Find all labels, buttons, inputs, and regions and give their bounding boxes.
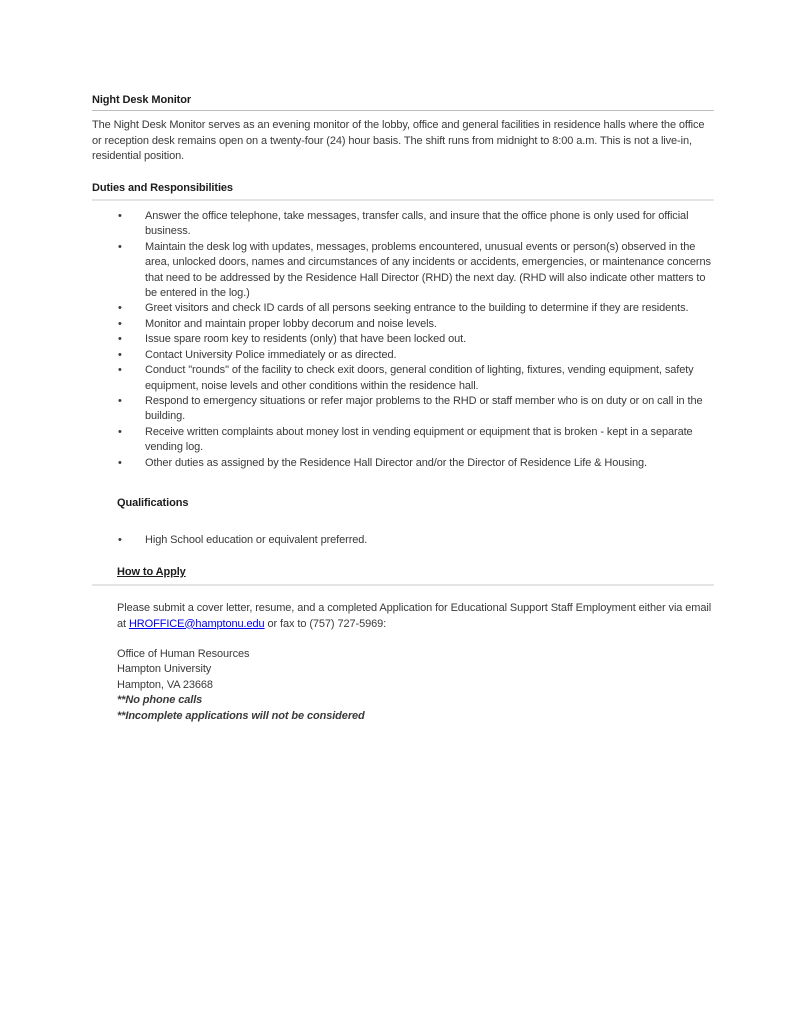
- address-line: Hampton University: [117, 663, 212, 676]
- application-note: **Incomplete applications will not be considered: [117, 709, 365, 722]
- hr-email-link[interactable]: HROFFICE@hamptonu.edu: [128, 617, 265, 630]
- duty-item: • Answer the office telephone, take messages, transfer calls, and insure that the office phone is only used for official business.: [145, 209, 714, 240]
- how-to-apply-section-rule: [92, 565, 714, 586]
- duty-item: • Greet visitors and check ID cards of all persons seeking entrance to the building to determine if they are residents.: [145, 301, 714, 316]
- duty-item: • Respond to emergency situations or refer major problems to the RHD or staff member who is on duty or on call in the building.: [145, 394, 714, 425]
- address-line: Office of Human Resources: [117, 647, 250, 660]
- qualification-item: • High School education or equivalent preferred.: [145, 533, 714, 548]
- duties-heading: Duties and Responsibilities: [92, 181, 714, 201]
- duty-item: • Monitor and maintain proper lobby decorum and noise levels.: [145, 317, 714, 332]
- how-to-apply-heading: How to Apply: [117, 565, 186, 578]
- hr-address-block: [117, 647, 714, 693]
- document-content: [92, 93, 714, 724]
- duty-item: • Conduct "rounds" of the facility to check exit doors, general condition of lighting, fixtures, vending equipment, safety equipment, noise levels and other conditions within the residence hall.: [145, 363, 714, 394]
- address-line: Hampton, VA 23668: [117, 678, 213, 691]
- qualifications-heading: Qualifications: [117, 496, 189, 509]
- duty-item: • Other duties as assigned by the Residence Hall Director and/or the Director of Residence Life & Housing.: [145, 456, 714, 471]
- duties-list: [92, 209, 714, 471]
- application-note: **No phone calls: [117, 694, 203, 707]
- qualifications-list: [92, 533, 714, 548]
- intro-paragraph: The Night Desk Monitor serves as an evening monitor of the lobby, office and general facilities in residence halls where the office or reception desk remains open on a twenty-four (24) hour basis. The shift runs from midnight to 8:00 a.m. This is not a live-in, residential position.: [92, 119, 705, 163]
- duty-item: • Receive written complaints about money lost in vending equipment or equipment that is broken - kept in a separate vending log.: [145, 425, 714, 456]
- apply-instructions-text-after: or fax to (757) 727-5969:: [264, 617, 387, 630]
- apply-instructions: [117, 601, 714, 632]
- application-notes: [117, 693, 714, 724]
- page-title: Night Desk Monitor: [92, 93, 714, 111]
- duty-item: • Maintain the desk log with updates, messages, problems encountered, unusual events or person(s) observed in the area, unlocked doors, names and circumstances of any incidents or accidents, emergencies, or maintenance concerns that need to be addressed by the Residence Hall Director (RHD) the next day. (RHD will also indicate other matters to be entered in the log.): [145, 240, 714, 302]
- duty-item: • Issue spare room key to residents (only) that have been locked out.: [145, 332, 714, 347]
- duty-item: • Contact University Police immediately or as directed.: [145, 348, 714, 363]
- apply-instructions-text-before: Please submit a cover letter, resume, and a completed Application for Educational Support Staff Employment either via email at: [117, 602, 712, 630]
